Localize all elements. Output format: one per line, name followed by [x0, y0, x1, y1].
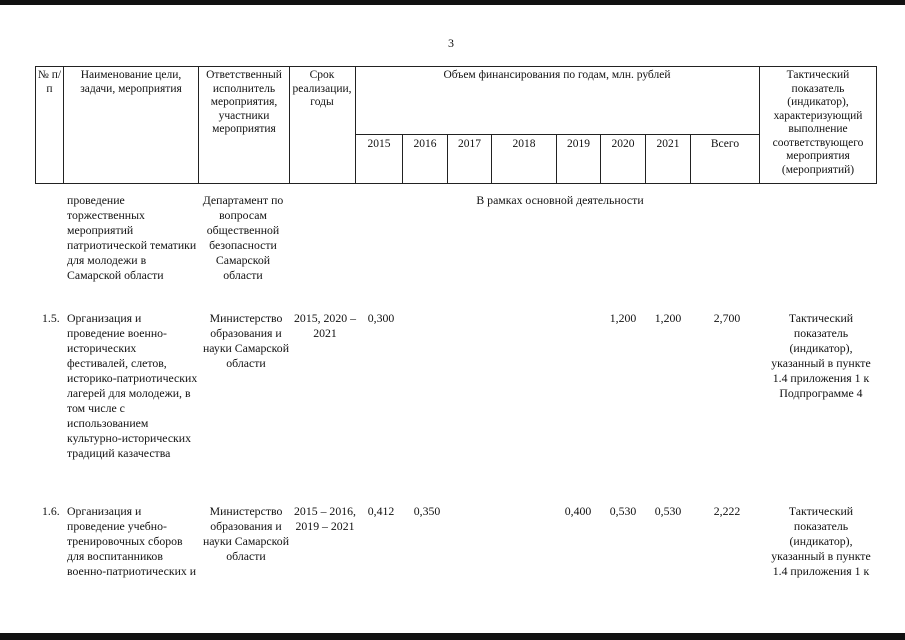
header-number: № п/п: [37, 69, 62, 95]
value-2020: 0,530: [609, 504, 637, 518]
row-term: 2015 – 2016, 2019 – 2021: [294, 504, 356, 533]
header-year-2017: 2017: [458, 138, 481, 150]
row-term: 2015, 2020 – 2021: [294, 311, 356, 340]
value-2016: 0,350: [413, 504, 441, 518]
row-number: 1.5.: [42, 311, 60, 325]
page-number: 3: [448, 36, 454, 50]
header-year-2019: 2019: [567, 138, 590, 150]
value-2021: 1,200: [654, 311, 682, 325]
header-indicator: Тактический показатель (индикатор), характеризующий выполнение соответствующего мероприятия (мероприятий): [772, 69, 864, 176]
header-year-2015: 2015: [367, 138, 391, 150]
header-financing: Объем финансирования по годам, млн. рублей: [443, 69, 671, 81]
value-2021: 0,530: [654, 504, 682, 518]
row-number: 1.6.: [42, 504, 60, 518]
value-2015: 0,300: [367, 311, 395, 325]
row-name: проведение торжественных мероприятий патриотической тематики для молодежи в Самарской области: [67, 193, 197, 282]
row-name: Организация и проведение военно-исторических фестивалей, слетов, историко-патриотических лагерей для молодежи, в том числе с использованием культурно-исторических традиций казачества: [67, 311, 198, 460]
row-responsible: Департамент по вопросам общественной безопасности Самарской области: [202, 193, 284, 282]
header-responsible: Ответственный исполнитель мероприятия, участники мероприятия: [206, 69, 282, 135]
top-border: [0, 0, 905, 5]
row-name: Организация и проведение учебно-тренировочных сборов для воспитанников военно-патриотических и: [67, 504, 197, 578]
value-2015: 0,412: [367, 504, 395, 518]
header-year-2016: 2016: [413, 138, 437, 150]
value-total: 2,700: [713, 311, 741, 325]
table-header: [35, 66, 877, 184]
row-responsible: Министерство образования и науки Самарской области: [202, 504, 290, 563]
header-year-2020: 2020: [611, 138, 635, 150]
row-note: В рамках основной деятельности: [476, 193, 644, 207]
header-year-2021: 2021: [656, 138, 680, 150]
value-2019: 0,400: [564, 504, 592, 518]
header-total: Всего: [710, 138, 740, 150]
header-name: Наименование цели, задачи, мероприятия: [80, 69, 182, 95]
row-responsible: Министерство образования и науки Самарской области: [202, 311, 290, 370]
value-2020: 1,200: [609, 311, 637, 325]
row-indicator: Тактический показатель (индикатор), указанный в пункте 1.4 приложения 1 к Подпрограмме 4: [771, 311, 871, 400]
header-year-2018: 2018: [512, 138, 536, 150]
value-total: 2,222: [713, 504, 741, 518]
header-term: Срок реализации, годы: [292, 69, 352, 108]
bottom-border: [0, 633, 905, 640]
row-indicator: Тактический показатель (индикатор), указанный в пункте 1.4 приложения 1 к: [771, 504, 871, 578]
